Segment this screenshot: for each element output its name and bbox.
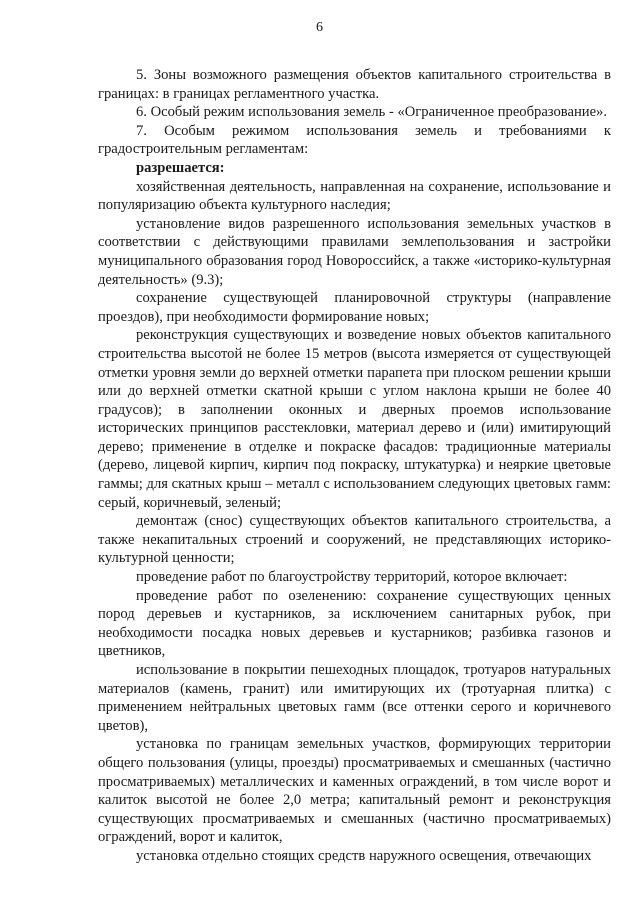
paragraph-requirements: 7. Особым режимом использования земель и требованиями к градостроительным регламентам: [98,122,611,158]
paragraph-improvement: проведение работ по благоустройству территорий, которое включает: [136,569,568,586]
paragraph-special-regime: 6. Особый режим использования земель - «Ограниченное преобразование». [136,104,607,121]
section-heading-allowed: разрешается: [136,159,225,176]
paragraph-fencing: установка по границам земельных участков, формирующих территории общего пользования (улицы, проезды) просматриваемых и смешанных (частично просматриваемых) металлических и каменных ограждений, в том числе ворот и калиток высотой не более 2,0 метра; капитальный ремонт и реконструкция существующих просматриваемых и смешанных (частично просматриваемых) ограждений, ворот и калиток, [98,736,611,846]
paragraph-land-use-types: установление видов разрешенного использования земельных участков в соответствии с действующими правилами землепользования и застройки муниципального образования город Новороссийск, а также «историко-культурная деятельность» (9.3); [98,215,611,288]
paragraph-zones: 5. Зоны возможного размещения объектов капитального строительства в границах: в границах регламентного участка. [98,67,611,102]
document-body [98,66,611,866]
paragraph-planning-structure: сохранение существующей планировочной структуры (направление проездов), при необходимости формирование новых; [98,290,611,325]
page-number: 6 [316,20,323,35]
paragraph-landscaping: проведение работ по озеленению: сохранение существующих ценных пород деревьев и кустарников, за исключением санитарных рубок, при необходимости посадка новых деревьев и кустарников; разбивка газонов и цветников, [98,587,611,660]
paragraph-lighting: установка отдельно стоящих средств наружного освещения, отвечающих [136,847,592,864]
paragraph-demolition: демонтаж (снос) существующих объектов капитального строительства, а также некапитальных строений и сооружений, не представляющих историко-культурной ценности; [98,513,611,567]
paragraph-economic-activity: хозяйственная деятельность, направленная на сохранение, использование и популяризацию объекта культурного наследия; [98,178,611,214]
paragraph-reconstruction: реконструкция существующих и возведение новых объектов капитального строительства высотой не более 15 метров (высота измеряется от существующей отметки уровня земли до верхней отметки парапета при плоском решении крыши или до верхней отметки скатной крыши с углом наклона крыши не более 40 градусов); в заполнении оконных и дверных проемов использование исторических принципов расстекловки, материал дерево и (или) имитирующий дерево; применение в отделке и покраске фасадов: традиционные материалы (дерево, лицевой кирпич, кирпич под покраску, штукатурка) и неяркие цветовые гаммы; для скатных крыш – металл с использованием следующих цветовых гамм: серый, коричневый, зеленый; [98,327,611,511]
paragraph-paving: использование в покрытии пешеходных площадок, тротуаров натуральных материалов (камень, гранит) или имитирующих их (тротуарная плитка) с применением нейтральных цветовых гамм (все оттенки серого и коричневого цветов), [98,662,611,734]
